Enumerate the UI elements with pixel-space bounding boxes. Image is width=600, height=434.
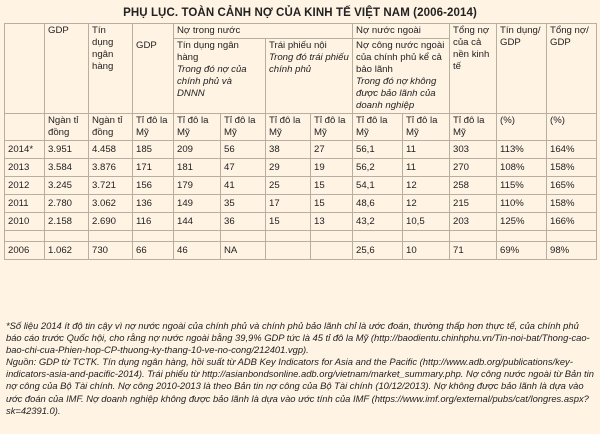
spacer-row	[5, 231, 597, 242]
data-cell: 110%	[497, 195, 547, 213]
data-cell: 115%	[497, 177, 547, 195]
row-year: 2006	[5, 242, 45, 260]
header-total-debt: Tổng nợ của cả nền kinh tế	[450, 24, 497, 114]
data-cell: 258	[450, 177, 497, 195]
unit-cell: Tỉ đô la Mỹ	[353, 114, 403, 141]
data-cell: 171	[133, 159, 174, 177]
data-cell	[266, 242, 311, 260]
unit-cell: (%)	[497, 114, 547, 141]
data-cell: 3.721	[89, 177, 133, 195]
data-cell: 165%	[547, 177, 597, 195]
data-cell: 56	[221, 141, 266, 159]
data-cell: 156	[133, 177, 174, 195]
header-group-foreign: Nợ nước ngoài	[353, 24, 450, 39]
data-cell: NA	[221, 242, 266, 260]
data-cell: 66	[133, 242, 174, 260]
data-cell: 47	[221, 159, 266, 177]
row-year: 2010	[5, 213, 45, 231]
unit-cell: Tỉ đô la Mỹ	[266, 114, 311, 141]
unit-cell: Tỉ đô la Mỹ	[403, 114, 450, 141]
data-cell: 25	[266, 177, 311, 195]
data-cell: 25,6	[353, 242, 403, 260]
footnote-reliability: *Số liệu 2014 ít độ tin cậy vì nợ nước ngoài của chính phủ và chính phủ bảo lãnh chỉ là ước đoán, thường thấp hơn thực tế, của chính phủ báo cáo trước Quốc hội, cho rằng nợ nước ngoài bằng 39,9% GDP tức là 45 tỉ đô la Mỹ (http://baodientu.chinhphu.vn/Tin-noi-bat/Thong-cao-bao-chi-cua-Phien-hop-CP-thuong-ky-thang-10-ve-no-cong/212401.vgp).	[6, 320, 590, 356]
data-cell: 56,1	[353, 141, 403, 159]
data-cell: 144	[174, 213, 221, 231]
data-cell: 125%	[497, 213, 547, 231]
data-cell: 15	[311, 177, 353, 195]
row-year: 2012	[5, 177, 45, 195]
header-bonds-note: Trong đó trái phiếu chính phủ	[269, 52, 349, 75]
table-row	[5, 213, 597, 231]
data-cell: 2.158	[45, 213, 89, 231]
data-cell: 164%	[547, 141, 597, 159]
table-row	[5, 159, 597, 177]
data-cell: 270	[450, 159, 497, 177]
unit-cell: Ngàn tỉ đồng	[89, 114, 133, 141]
data-cell: 17	[266, 195, 311, 213]
unit-cell-year	[5, 114, 45, 141]
header-bank-credit	[174, 39, 266, 114]
header-blank	[133, 24, 174, 39]
unit-cell: (%)	[547, 114, 597, 141]
header-gdp-usd: GDP	[133, 39, 174, 114]
data-cell: 29	[266, 159, 311, 177]
header-foreign-debt-label: Nợ công nước ngoài của chính phủ kể cả bảo lãnh	[356, 40, 445, 75]
data-cell: 12	[403, 177, 450, 195]
data-cell: 4.458	[89, 141, 133, 159]
data-cell: 69%	[497, 242, 547, 260]
data-cell: 38	[266, 141, 311, 159]
data-cell: 54,1	[353, 177, 403, 195]
data-cell: 46	[174, 242, 221, 260]
data-cell: 1.062	[45, 242, 89, 260]
table-title: PHỤ LỤC. TOÀN CẢNH NỢ CỦA KINH TẾ VIỆT NAM (2006-2014)	[123, 7, 477, 19]
row-year: 2014*	[5, 141, 45, 159]
data-cell: 3.584	[45, 159, 89, 177]
header-year	[5, 24, 45, 114]
data-cell: 48,6	[353, 195, 403, 213]
data-cell: 19	[311, 159, 353, 177]
header-credit-gdp: Tín dụng/ GDP	[497, 24, 547, 114]
data-cell: 116	[133, 213, 174, 231]
table-row	[5, 141, 597, 159]
data-cell: 149	[174, 195, 221, 213]
unit-cell: Tỉ đô la Mỹ	[221, 114, 266, 141]
data-cell: 98%	[547, 242, 597, 260]
data-cell: 15	[266, 213, 311, 231]
data-cell: 181	[174, 159, 221, 177]
units-row	[5, 114, 597, 141]
data-cell: 27	[311, 141, 353, 159]
data-cell: 3.876	[89, 159, 133, 177]
data-cell: 35	[221, 195, 266, 213]
header-group-domestic: Nợ trong nước	[174, 24, 353, 39]
header-total-gdp: Tổng nợ/ GDP	[547, 24, 597, 114]
unit-cell: Tỉ đô la Mỹ	[174, 114, 221, 141]
data-cell: 3.245	[45, 177, 89, 195]
data-cell: 730	[89, 242, 133, 260]
data-cell: 10,5	[403, 213, 450, 231]
data-cell: 179	[174, 177, 221, 195]
data-cell: 11	[403, 141, 450, 159]
data-cell: 303	[450, 141, 497, 159]
footnote-sources: Nguồn: GDP từ TCTK. Tín dụng ngân hàng, hồi suất từ ADB Key Indicators for Asia and the Pacific (http://www.adb.org/publications/key-indicators-asia-and-pacific-2014). Trái phiếu từ http://asianbondsonline.adb.org/vietnam/market_summary.php. Nợ công nước ngoài từ Bản tin nợ công của Bộ Tài chính. Nợ công 2010-2013 là theo Bản tin nợ công của Bộ Tài chính (10/12/2013). Nợ không được bảo lãnh là dựa vào ước đoán của IMF. Nợ doanh nghiệp không được bảo lãnh là dựa vào ước tính của IMF (https://www.imf.org/external/pubs/cat/longres.aspx?sk=42391.0).	[6, 356, 594, 416]
data-cell	[311, 242, 353, 260]
header-row-groups	[5, 24, 597, 39]
unit-cell: Tỉ đô la Mỹ	[311, 114, 353, 141]
data-cell: 41	[221, 177, 266, 195]
row-year: 2013	[5, 159, 45, 177]
data-cell: 2.780	[45, 195, 89, 213]
data-cell: 13	[311, 213, 353, 231]
header-foreign-debt	[353, 39, 450, 114]
header-bonds-label: Trái phiếu nội	[269, 40, 327, 51]
unit-cell: Tỉ đô la Mỹ	[450, 114, 497, 141]
unit-cell: Tỉ đô la Mỹ	[133, 114, 174, 141]
header-bonds	[266, 39, 353, 114]
header-bank-credit-note: Trong đó nợ của chính phủ và DNNN	[177, 64, 247, 99]
data-cell: 43,2	[353, 213, 403, 231]
row-year: 2011	[5, 195, 45, 213]
data-cell: 158%	[547, 195, 597, 213]
data-cell: 12	[403, 195, 450, 213]
data-cell: 209	[174, 141, 221, 159]
table-row	[5, 195, 597, 213]
footnotes	[6, 320, 594, 417]
data-cell: 2.690	[89, 213, 133, 231]
data-cell: 113%	[497, 141, 547, 159]
header-bank-credit-label: Tín dụng ngân hàng	[177, 40, 239, 63]
data-cell: 11	[403, 159, 450, 177]
data-cell: 36	[221, 213, 266, 231]
header-gdp: GDP	[45, 24, 89, 114]
table-row	[5, 177, 597, 195]
header-credit: Tín dụng ngân hàng	[89, 24, 133, 114]
debt-table	[4, 23, 597, 260]
data-cell: 215	[450, 195, 497, 213]
data-cell: 56,2	[353, 159, 403, 177]
data-cell: 108%	[497, 159, 547, 177]
data-cell: 203	[450, 213, 497, 231]
data-cell: 166%	[547, 213, 597, 231]
unit-cell: Ngàn tỉ đồng	[45, 114, 89, 141]
data-cell: 15	[311, 195, 353, 213]
table-row	[5, 242, 597, 260]
data-cell: 10	[403, 242, 450, 260]
data-cell: 136	[133, 195, 174, 213]
data-cell: 3.062	[89, 195, 133, 213]
data-cell: 3.951	[45, 141, 89, 159]
data-cell: 71	[450, 242, 497, 260]
data-cell: 185	[133, 141, 174, 159]
data-cell: 158%	[547, 159, 597, 177]
header-foreign-debt-note: Trong đó nợ không được bảo lãnh của doanh nghiệp	[356, 76, 437, 111]
